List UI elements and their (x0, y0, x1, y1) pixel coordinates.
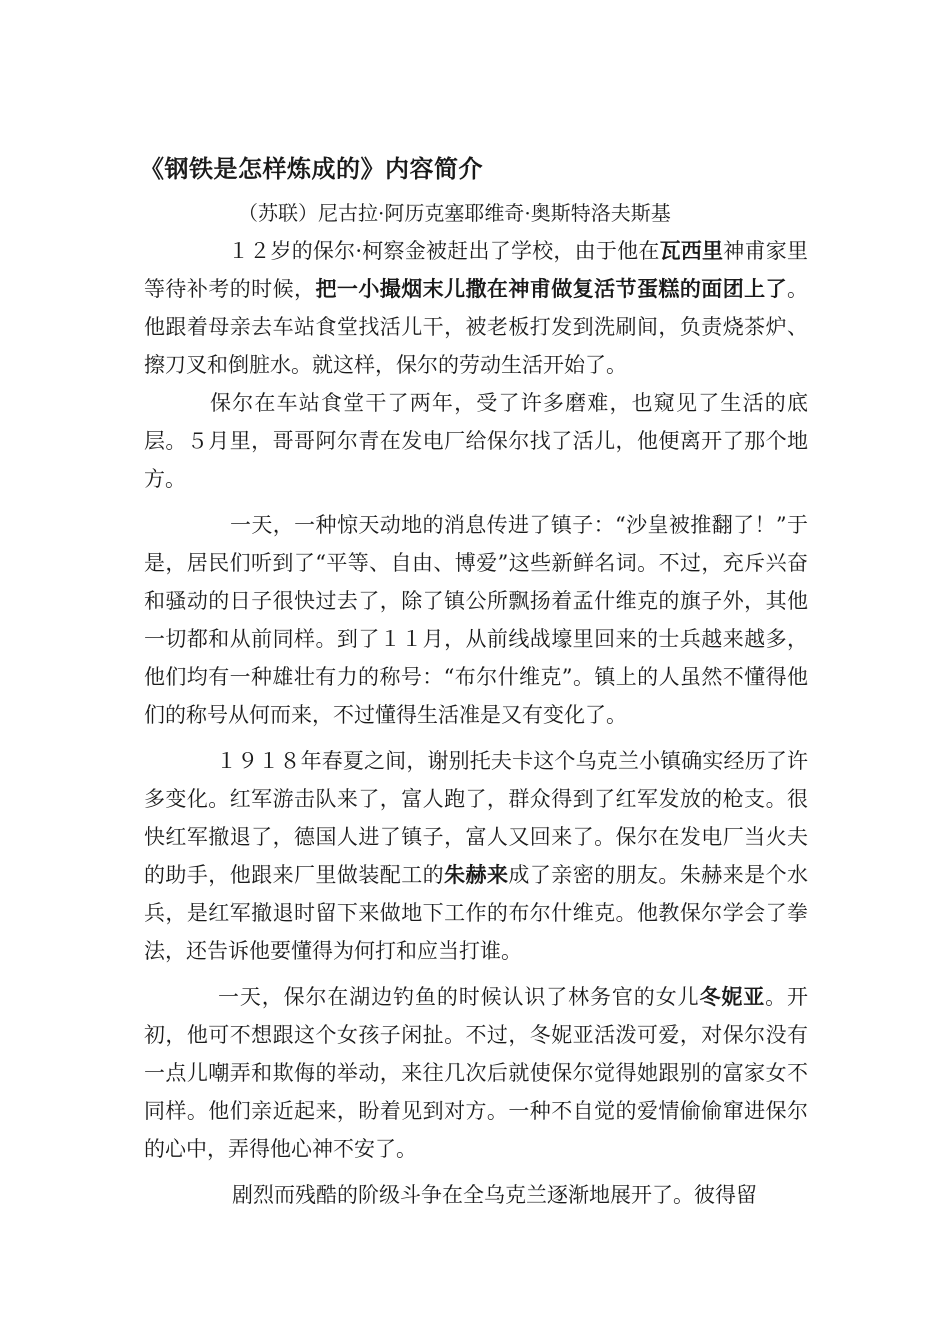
document-body (144, 232, 808, 1214)
paragraph-1-segment-1: １２岁的保尔·柯察金被赶出了学校，由于他在 (228, 239, 660, 263)
paragraph-3-segment-1: 一天，一种惊天动地的消息传进了镇子：“沙皇被推翻了！”于是，居民们听到了“平等、自由、博爱”这些新鲜名词。不过，充斥兴奋和骚动的日子很快过去了，除了镇公所飘扬着孟什维克的旗子外，其他一切都和从前同样。到了１１月，从前线战壕里回来的士兵越来越多，他们均有一种雄壮有力的称号：“布尔什维克”。镇上的人虽然不懂得他们的称号从何而来，不过懂得生活准是又有变化了。 (144, 513, 808, 727)
paragraph-5 (144, 978, 808, 1168)
paragraph-3 (144, 506, 808, 734)
paragraph-6 (144, 1176, 808, 1214)
paragraph-6-segment-1: 剧烈而残酷的阶级斗争在全乌克兰逐渐地展开了。彼得留 (232, 1183, 757, 1207)
paragraph-5-segment-1: 一天，保尔在湖边钓鱼的时候认识了林务官的女儿 (218, 985, 700, 1009)
paragraph-1-segment-2: 瓦西里 (659, 238, 724, 263)
paragraph-1-segment-3: 神甫家里等待补考的时候， (144, 239, 808, 301)
paragraph-5-segment-3: 。开初，他可不想跟这个女孩子闲扯。不过，冬妮亚活泼可爱，对保尔没有一点儿嘲弄和欺侮的举动，来往几次后就使保尔觉得她跟别的富家女不同样。他们亲近起来，盼着见到对方。一种不自觉的爱情偷偷窜进保尔的心中，弄得他心神不安了。 (144, 985, 809, 1161)
paragraph-1-segment-4: 把一小撮烟末儿撒在神甫做复活节蛋糕的面团上了 (315, 276, 788, 301)
paragraph-2 (144, 384, 808, 498)
paragraph-4 (144, 742, 808, 970)
document-title: 《钢铁是怎样炼成的》内容简介 (140, 154, 483, 183)
document-author: （苏联）尼古拉·阿历克塞耶维奇·奥斯特洛夫斯基 (238, 201, 671, 225)
paragraph-4-segment-1: １９１８年春夏之间，谢别托夫卡这个乌克兰小镇确实经历了许多变化。红军游击队来了，富人跑了，群众得到了红军发放的枪支。很快红军撤退了，德国人进了镇子，富人又回来了。保尔在发电厂当火夫的助手，他跟来厂里做装配工的 (144, 749, 808, 887)
paragraph-5-segment-2: 冬妮亚 (699, 984, 766, 1009)
paragraph-1 (144, 232, 808, 384)
paragraph-4-segment-2: 朱赫来 (444, 862, 509, 887)
paragraph-4-segment-3: 成了亲密的朋友。朱赫来是个水兵，是红军撤退时留下来做地下工作的布尔什维克。他教保尔学会了拳法，还告诉他要懂得为何打和应当打谁。 (144, 863, 809, 963)
paragraph-2-segment-1: 保尔在车站食堂干了两年，受了许多磨难，也窥见了生活的底层。５月里，哥哥阿尔青在发电厂给保尔找了活儿，他便离开了那个地方。 (144, 391, 808, 491)
paragraph-1-segment-5: 。他跟着母亲去车站食堂找活儿干，被老板打发到洗刷间，负责烧茶炉、擦刀叉和倒脏水。就这样，保尔的劳动生活开始了。 (144, 277, 809, 377)
